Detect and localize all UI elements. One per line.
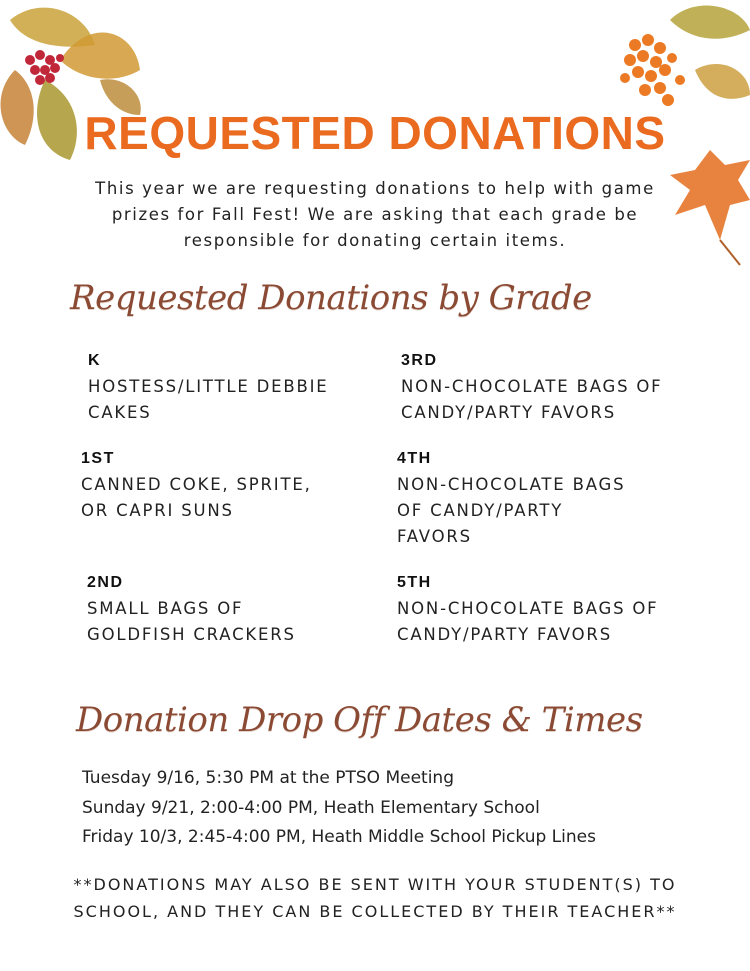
grade-item: CANNED COKE, SPRITE, xyxy=(81,475,312,494)
grade-item: CANDY/PARTY FAVORS xyxy=(401,403,616,422)
grade-block-3rd xyxy=(401,352,662,426)
dropoff-heading: Donation Drop Off Dates & Times xyxy=(76,700,643,740)
grade-block-2nd xyxy=(87,574,296,648)
footer-note xyxy=(40,871,710,925)
grade-item: CANDY/PARTY FAVORS xyxy=(397,625,612,644)
grade-item: OR CAPRI SUNS xyxy=(81,501,234,520)
footer-note-line: **DONATIONS MAY ALSO BE SENT WITH YOUR STUDENT(S) TO xyxy=(73,875,677,894)
grade-label: 5TH xyxy=(397,574,432,591)
grade-block-1st xyxy=(81,450,312,524)
footer-note-line: SCHOOL, AND THEY CAN BE COLLECTED BY THEIR TEACHER** xyxy=(73,902,677,921)
grade-item: GOLDFISH CRACKERS xyxy=(87,625,296,644)
grade-label: 3RD xyxy=(401,352,438,369)
grade-item: NON-CHOCOLATE BAGS OF xyxy=(397,599,659,618)
grade-block-4th xyxy=(397,450,625,550)
dropoff-item: Friday 10/3, 2:45-4:00 PM, Heath Middle School Pickup Lines xyxy=(82,827,596,847)
grade-item: HOSTESS/LITTLE DEBBIE xyxy=(88,377,329,396)
dropoff-item: Sunday 9/21, 2:00-4:00 PM, Heath Elementary School xyxy=(82,797,540,818)
grade-item: FAVORS xyxy=(397,527,472,546)
intro-text: This year we are requesting donations to help with game prizes for Fall Fest! We are asking that each grade be responsible for donating certain items. xyxy=(95,179,655,250)
grade-label: 4TH xyxy=(397,450,432,467)
grade-label: 1ST xyxy=(81,450,115,467)
grade-item: NON-CHOCOLATE BAGS xyxy=(397,475,626,494)
grade-item: SMALL BAGS OF xyxy=(87,599,244,618)
grade-block-5th xyxy=(397,574,658,648)
dropoff-item: Tuesday 9/16, 5:30 PM at the PTSO Meeting xyxy=(82,768,454,788)
grade-label: K xyxy=(88,352,102,369)
grade-item: NON-CHOCOLATE BAGS OF xyxy=(401,377,663,396)
grade-block-k xyxy=(88,352,329,426)
grade-item: CAKES xyxy=(88,403,152,422)
grade-item: OF CANDY/PARTY xyxy=(397,501,564,520)
dropoff-list xyxy=(82,764,596,853)
page-title: REQUESTED DONATIONS xyxy=(84,107,666,159)
grade-label: 2ND xyxy=(87,574,124,591)
grades-heading: Requested Donations by Grade xyxy=(70,278,592,318)
